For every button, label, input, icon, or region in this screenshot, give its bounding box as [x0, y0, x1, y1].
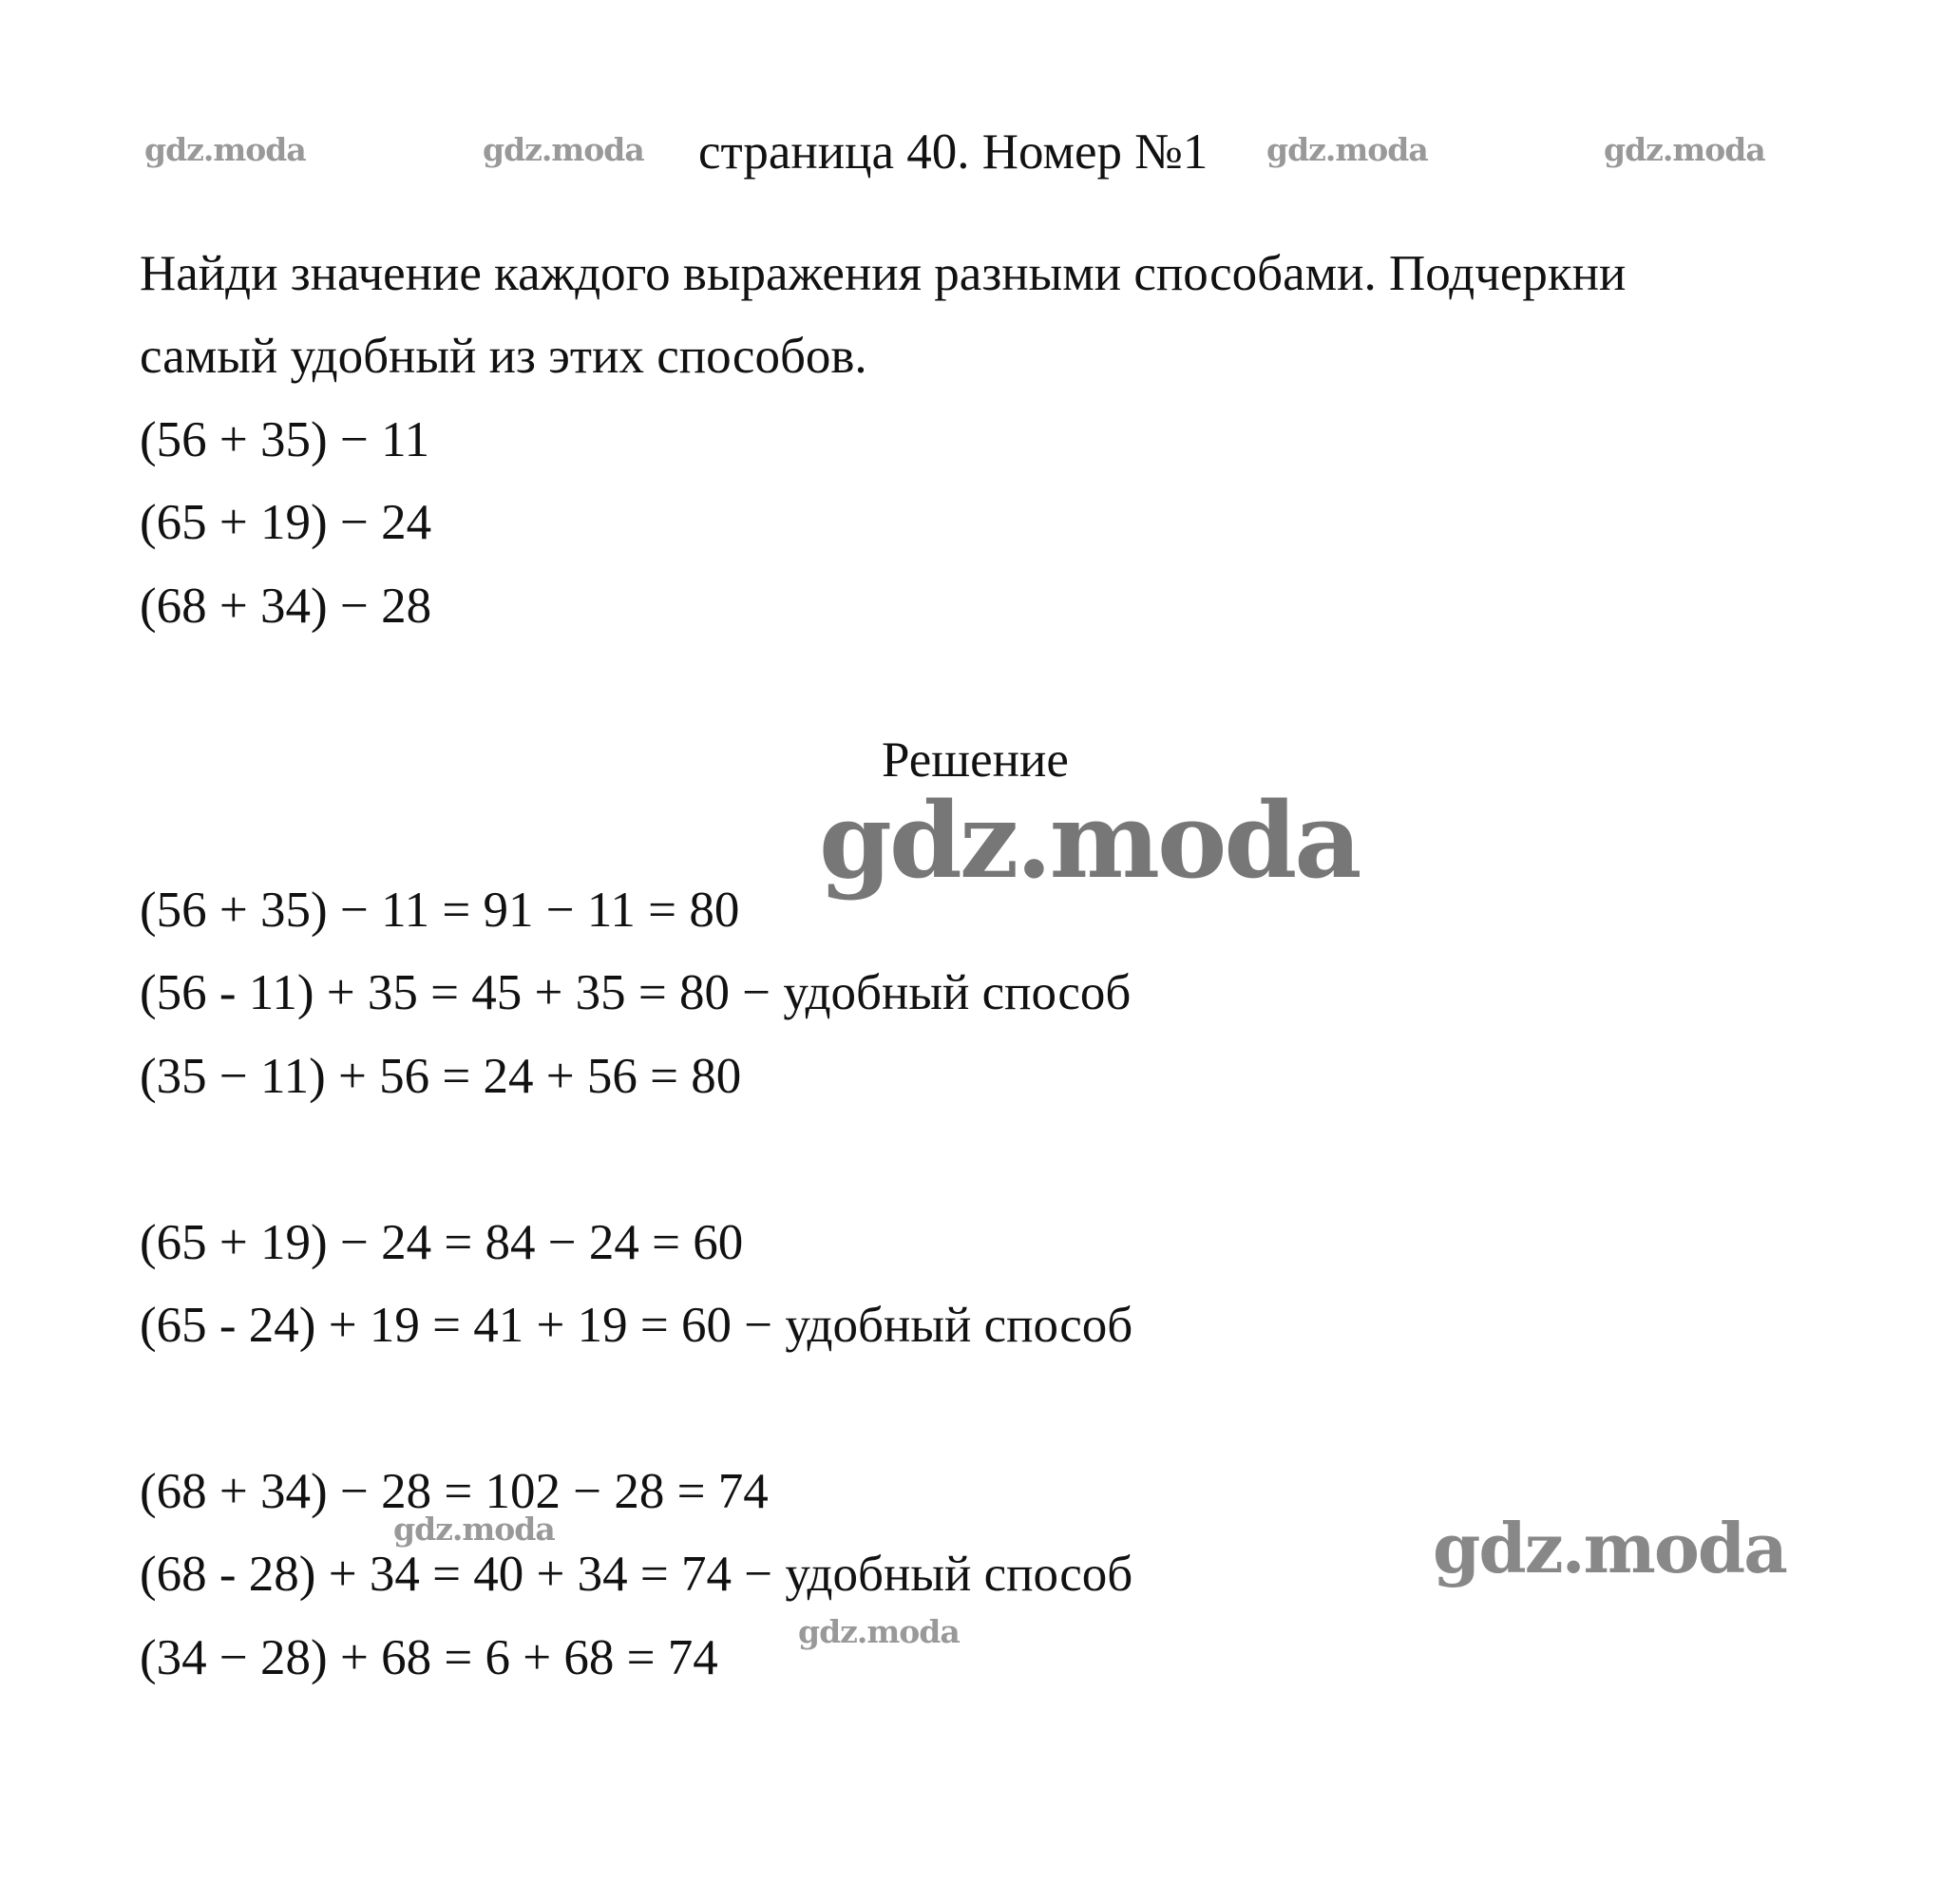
task-text-line-1: Найди значение каждого выражения разными способами. Подчеркни — [140, 246, 1627, 301]
solution-line: (65 + 19) − 24 = 84 − 24 = 60 — [140, 1215, 744, 1270]
page-title: страница 40. Номер №1 — [698, 124, 1208, 180]
solution-line: (68 - 28) + 34 = 40 + 34 = 74 − удобный способ — [140, 1547, 1133, 1602]
task-expression: (56 + 35) − 11 — [140, 412, 430, 467]
watermark-logo: gdz.moda — [1266, 131, 1428, 168]
task-text-line-2: самый удобный из этих способов. — [140, 329, 867, 384]
watermark-logo: gdz.moda — [393, 1511, 555, 1548]
solution-title: Решение — [882, 732, 1069, 788]
task-expression: (65 + 19) − 24 — [140, 495, 432, 550]
task-expression: (68 + 34) − 28 — [140, 579, 432, 634]
solution-line: (68 + 34) − 28 = 102 − 28 = 74 — [140, 1464, 769, 1519]
watermark-logo: gdz.moda — [144, 131, 306, 168]
solution-line: (65 - 24) + 19 = 41 + 19 = 60 − удобный способ — [140, 1298, 1133, 1353]
solution-line: (56 - 11) + 35 = 45 + 35 = 80 − удобный способ — [140, 965, 1132, 1020]
watermark-logo: gdz.moda — [1433, 1508, 1786, 1588]
watermark-logo: gdz.moda — [483, 131, 644, 168]
watermark-logo: gdz.moda — [1604, 131, 1765, 168]
solution-line: (56 + 35) − 11 = 91 − 11 = 80 — [140, 883, 740, 938]
watermark-logo: gdz.moda — [798, 1613, 960, 1650]
solution-line: (35 − 11) + 56 = 24 + 56 = 80 — [140, 1049, 742, 1104]
watermark-logo-large: gdz.moda — [819, 779, 1360, 902]
solution-line: (34 − 28) + 68 = 6 + 68 = 74 — [140, 1630, 718, 1685]
